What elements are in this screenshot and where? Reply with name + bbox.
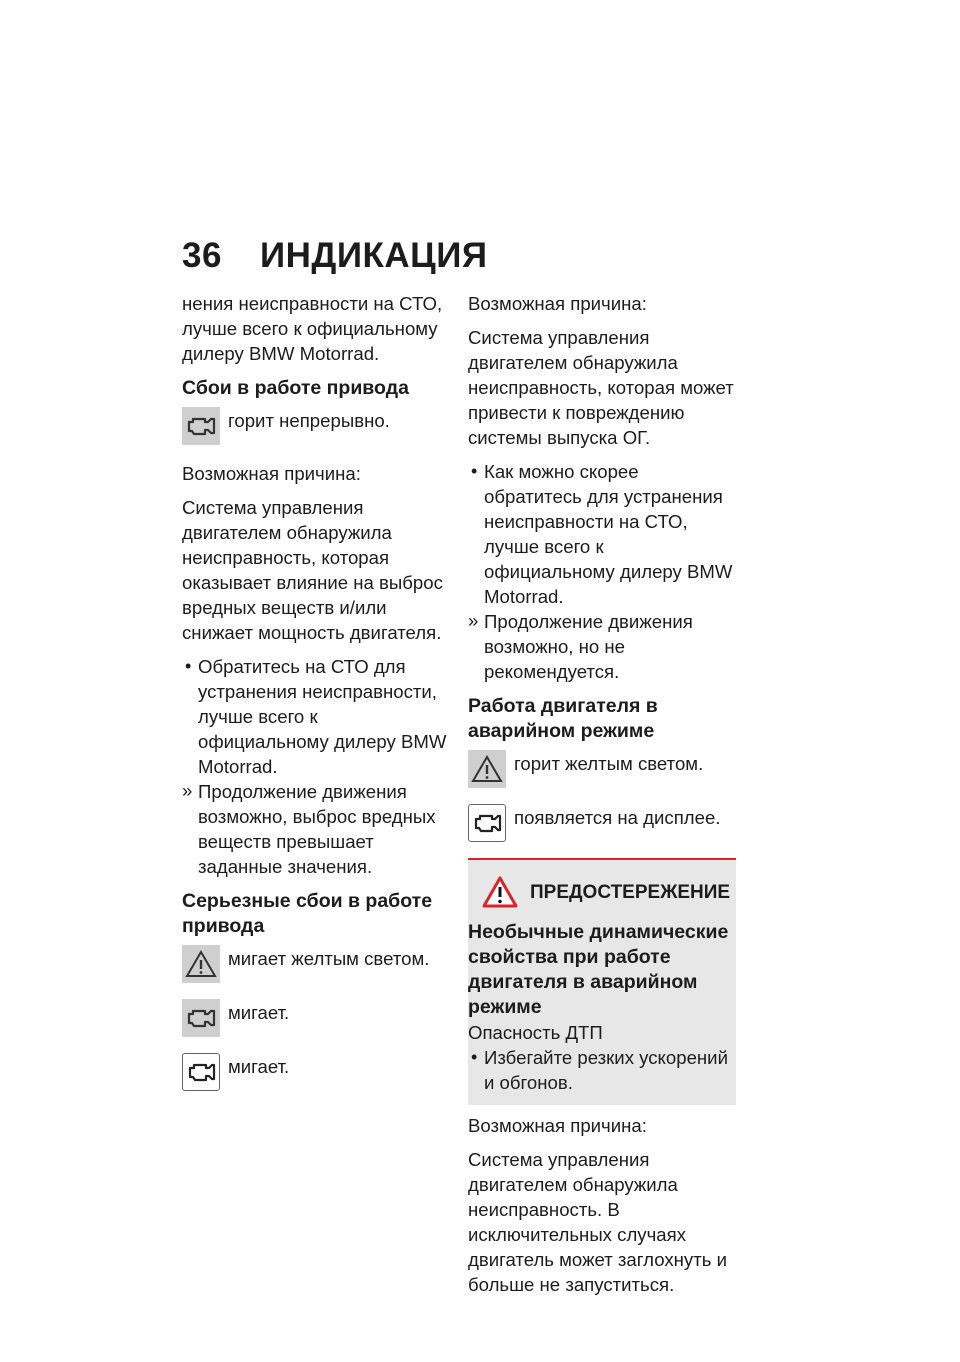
indicator-text: мигает.	[228, 1002, 290, 1023]
section-heading-serious-faults: Серьезные сбои в работе привода	[182, 890, 433, 937]
engine-frame-icon	[468, 804, 506, 842]
warning-triangle-icon	[482, 876, 518, 908]
warning-label: ПРЕДОСТЕРЕЖЕНИЕ	[530, 881, 731, 903]
warning-risk: Опасность ДТП	[468, 1022, 603, 1043]
cause-text: Система управления двигателем обнаружила неисправность, которая оказывает влияние на выброс вредных веществ и/или снижает мощность двигателя.	[182, 497, 443, 643]
warning-header	[482, 876, 736, 908]
section-heading-drive-faults: Сбои в работе привода	[182, 377, 409, 399]
cause-label: Возможная причина:	[468, 293, 647, 314]
page-header	[182, 236, 488, 276]
engine-icon	[182, 407, 220, 445]
indicator-text: мигает желтым светом.	[228, 948, 430, 969]
indicator-row	[182, 945, 450, 985]
indicator-row	[182, 999, 450, 1039]
indicator-row	[182, 1053, 450, 1093]
warning-triangle-icon	[468, 750, 506, 788]
result-text: » Продолжение движения возможно, выброс вредных веществ превышает заданные значения.	[182, 779, 450, 879]
cause-text: Система управления двигателем обнаружила неисправность. В исключительных случаях двигатель может заглохнуть и больше не запуститься.	[468, 1149, 727, 1295]
warning-title: Необычные динамические свойства при работе двигателя в аварийном режиме	[468, 921, 729, 1018]
warning-box	[468, 858, 736, 1105]
page-title: ИНДИКАЦИЯ	[260, 236, 488, 275]
warning-bullet: • Избегайте резких ускорений и обгонов.	[468, 1045, 736, 1095]
right-column	[468, 291, 736, 1306]
engine-frame-icon	[182, 1053, 220, 1091]
indicator-text: горит желтым светом.	[514, 753, 704, 774]
page-number: 36	[182, 236, 222, 275]
indicator-text: мигает.	[228, 1056, 290, 1077]
cause-label: Возможная причина:	[468, 1115, 647, 1136]
warning-triangle-icon	[182, 945, 220, 983]
indicator-text: появляется на дисплее.	[514, 807, 721, 828]
intro-text: нения неисправности на СТО, лучше всего к официальному дилеру BMW Motorrad.	[182, 293, 443, 364]
cause-label: Возможная причина:	[182, 463, 361, 484]
indicator-row	[182, 407, 450, 447]
section-heading-limp-mode: Работа двигателя в аварийном режиме	[468, 695, 658, 742]
indicator-text: горит непрерывно.	[228, 410, 390, 431]
result-text: » Продолжение движения возможно, но не рекомендуется.	[468, 609, 736, 684]
indicator-row	[468, 750, 736, 790]
left-column	[182, 291, 450, 1107]
action-bullet: • Обратитесь на СТО для устранения неисправности, лучше всего к официальному дилеру BMW Motorrad.	[182, 654, 450, 779]
engine-icon	[182, 999, 220, 1037]
action-bullet: • Как можно скорее обратитесь для устранения неисправности на СТО, лучше всего к официальному дилеру BMW Motorrad.	[468, 459, 736, 609]
indicator-row	[468, 804, 736, 844]
cause-text: Система управления двигателем обнаружила неисправность, которая может привести к повреждению системы выпуска ОГ.	[468, 327, 734, 448]
